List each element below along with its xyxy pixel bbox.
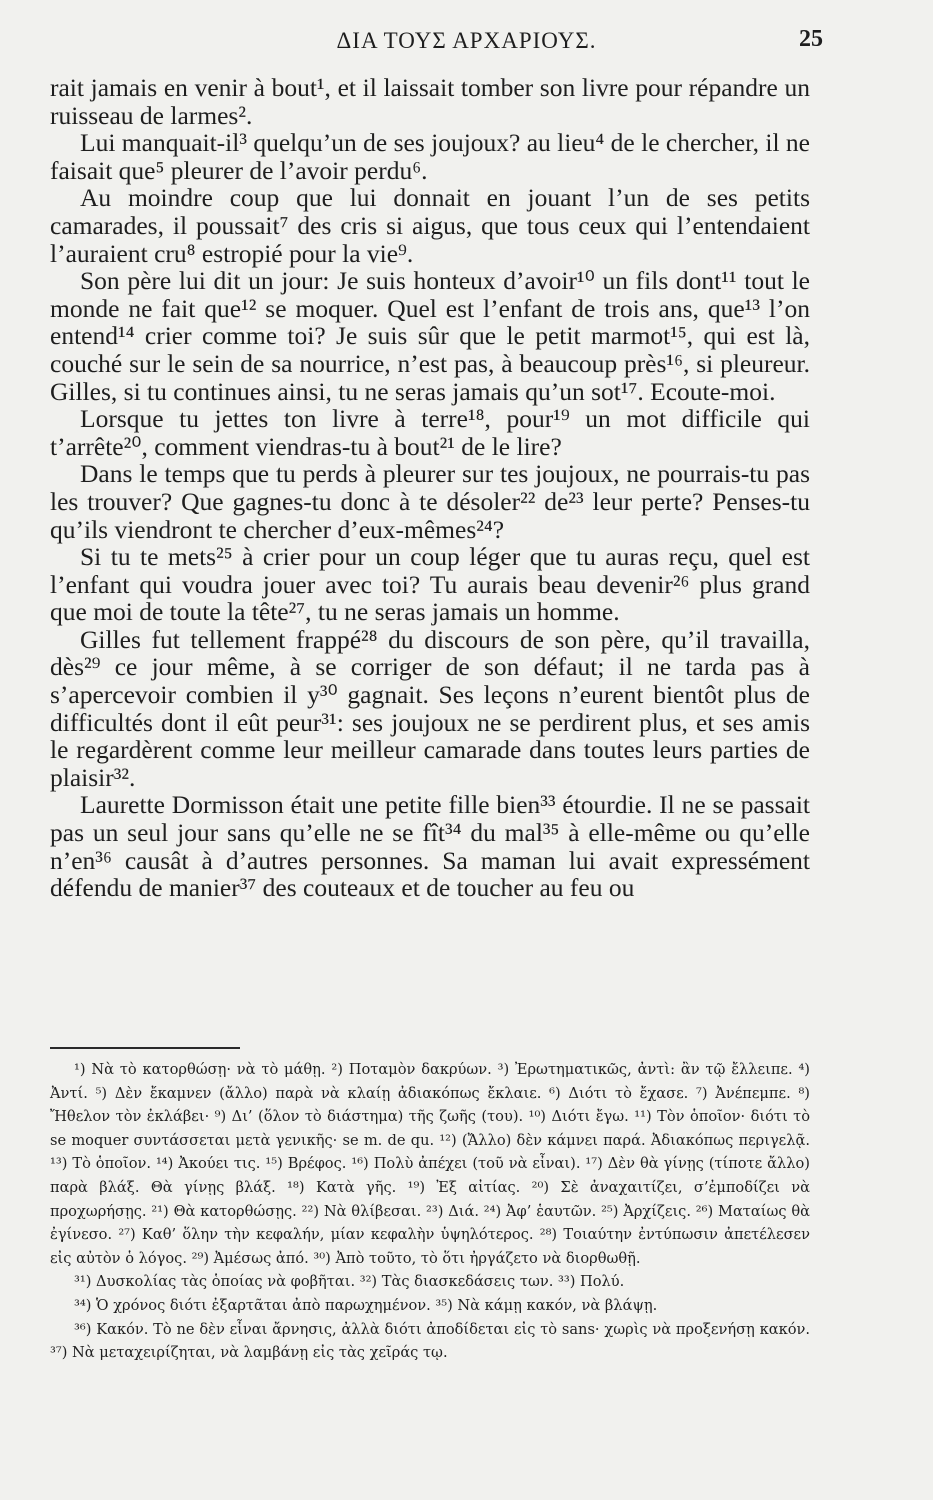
running-title: ΔΙΑ ΤΟΥΣ ΑΡΧΑΡΙΟΥΣ. [336, 28, 597, 53]
footnote-block: ¹) Νὰ τὸ κατορθώσῃ· νὰ τὸ μάθῃ. ²) Ποταμὸν δακρύων. ³) Ἐρωτηματικῶς, ἀντὶ: ἂν τῷ ἔλλειπε. ⁴) Ἀντί. ⁵) Δὲν ἔκαμνεν (ἄλλο) παρὰ νὰ κλαίῃ ἀδιακόπως ἔκλαιε. ⁶) Διότι τὸ ἔχασε. ⁷) Ἀνέπεμπε. ⁸) Ἤθελον τὸν ἐκλάβει· ⁹) Δι’ (ὅλον τὸ διάστημα) τῆς ζωῆς (του). ¹⁰) Διότι ἔγω. ¹¹) Τὸν ὁποῖον· διότι τὸ se moquer συντάσσεται μετὰ γενικῆς· se m. de qu. ¹²) (Ἄλλο) δὲν κάμνει παρά. Ἀδιακόπως περιγελᾷ. ¹³) Τὸ ὁποῖον. ¹⁴) Ἀκούει τις. ¹⁵) Βρέφος. ¹⁶) Πολὺ ἀπέχει (τοῦ νὰ εἶναι). ¹⁷) Δὲν θὰ γίνῃς (τίποτε ἄλλο) παρὰ βλάξ. Θὰ γίνῃς βλάξ. ¹⁸) Κατὰ γῆς. ¹⁹) Ἐξ αἰτίας. ²⁰) Σὲ ἀναχαιτίζει, σ’ἐμποδίζει νὰ προχωρήσῃς. ²¹) Θὰ κατορθώσῃς. ²²) Νὰ θλίβεσαι. ²³) Διά. ²⁴) Ἀφ’ ἑαυτῶν. ²⁵) Ἀρχίζεις. ²⁶) Ματαίως θὰ ἐγίνεσο. ²⁷) Καθ’ ὅλην τὴν κεφαλήν, μίαν κεφαλὴν ὑψηλότερος. ²⁸) Τοιαύτην ἐντύπωσιν ἀπετέλεσεν εἰς αὐτὸν ὁ λόγος. ²⁹) Ἀμέσως ἀπό. ³⁰) Ἀπὸ τοῦτο, τὸ ὅτι ἠργάζετο νὰ διορθωθῇ. [50, 1061, 810, 1267]
footnote-block: ³¹) Δυσκολίας τὰς ὁποίας νὰ φοβῆται. ³²) Τὰς διασκεδάσεις των. ³³) Πολύ. [74, 1273, 625, 1291]
footnote-block: ³⁶) Κακόν. Τὸ ne δὲν εἶναι ἄρνησις, ἀλλὰ διότι ἀποδίδεται εἰς τὸ sans· χωρὶς νὰ προξενήσῃ κακόν. ³⁷) Νὰ μεταχειρίζηται, νὰ λαμβάνῃ εἰς τὰς χεῖράς τῳ. [50, 1320, 810, 1362]
paragraph: rait jamais en venir à bout¹, et il laissait tomber son livre pour répandre un ruisseau de larmes². [50, 73, 810, 130]
paragraph: Dans le temps que tu perds à pleurer sur tes joujoux, ne pourrais-tu pas les trouver? Que gagnes-tu donc à te désoler²² de²³ leur perte? Penses-tu qu’ils viendront te chercher d’eux-mêmes²⁴? [50, 459, 810, 544]
footnote-divider [50, 1047, 240, 1049]
paragraph: Lorsque tu jettes ton livre à terre¹⁸, pour¹⁹ un mot difficile qui t’arrête²⁰, comment viendras-tu à bout²¹ de le lire? [50, 404, 810, 461]
footnotes [50, 1058, 810, 1365]
paragraph: Son père lui dit un jour: Je suis honteux d’avoir¹⁰ un fils dont¹¹ tout le monde ne fait que¹² se moquer. Quel est l’enfant de trois ans, que¹³ l’on entend¹⁴ crier comme toi? Je suis sûr que le petit marmot¹⁵, qui est là, couché sur le sein de sa nourrice, n’est pas, à beaucoup près¹⁶, si pleureur. Gilles, si tu continues ainsi, tu ne seras jamais qu’un sot¹⁷. Ecoute-moi. [50, 266, 810, 406]
body-text [50, 74, 810, 902]
paragraph: Lui manquait-il³ quelqu’un de ses joujoux? au lieu⁴ de le chercher, il ne faisait que⁵ pleurer de l’avoir perdu⁶. [50, 128, 810, 185]
running-head [0, 22, 933, 62]
page-number: 25 [799, 26, 823, 52]
paragraph: Si tu te mets²⁵ à crier pour un coup léger que tu auras reçu, quel est l’enfant qui voudra jouer avec toi? Tu aurais beau devenir²⁶ plus grand que moi de toute la tête²⁷, tu ne seras jamais un homme. [50, 542, 810, 627]
footnote-block: ³⁴) Ὁ χρόνος διότι ἐξαρτᾶται ἀπὸ παρωχημένον. ³⁵) Νὰ κάμῃ κακόν, νὰ βλάψῃ. [74, 1296, 658, 1314]
paragraph: Au moindre coup que lui donnait en jouant l’un de ses petits camarades, il poussait⁷ des cris si aigus, que tous ceux qui l’entendaient l’auraient cru⁸ estropié pour la vie⁹. [50, 183, 810, 268]
paragraph: Gilles fut tellement frappé²⁸ du discours de son père, qu’il travailla, dès²⁹ ce jour même, à se corriger de son défaut; il ne tarda pas à s’apercevoir combien il y³⁰ gagnait. Ses leçons n’eurent bientôt plus de difficultés dont il eût peur³¹: ses joujoux ne se perdirent plus, et ses amis le regardèrent comme leur meilleur camarade dans toutes leurs parties de plaisir³². [50, 624, 810, 792]
paragraph: Laurette Dormisson était une petite fille bien³³ étourdie. Il ne se passait pas un seul jour sans qu’elle ne se fît³⁴ du mal³⁵ à elle-même ou qu’elle n’en³⁶ causât à d’autres personnes. Sa maman lui avait expressément défendu de manier³⁷ des couteaux et de toucher au feu ou [50, 790, 810, 903]
